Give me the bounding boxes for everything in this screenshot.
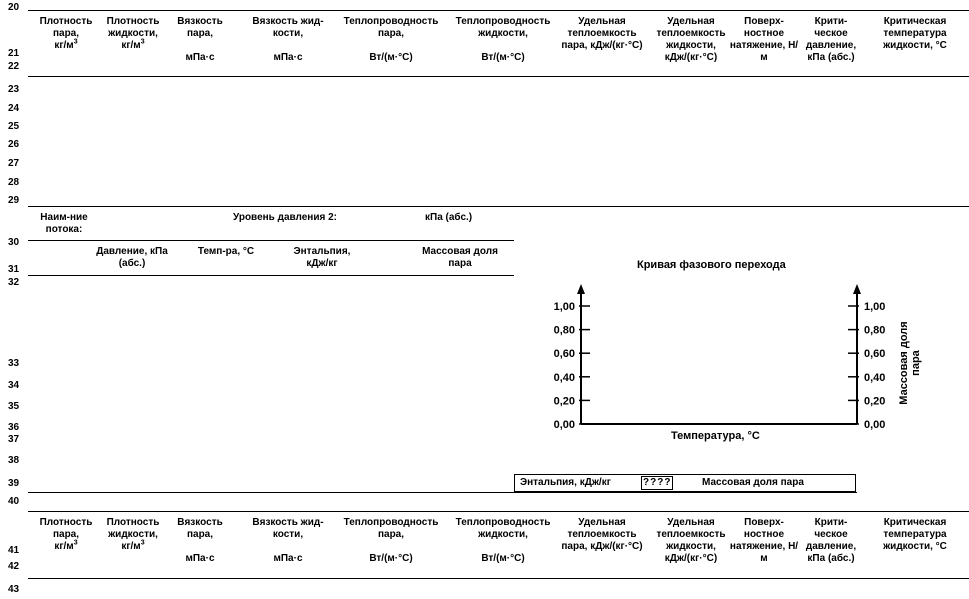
col-liquid-conductivity xyxy=(447,16,559,64)
col-liquid-heat-capacity: Удельная теплоемкость жидкости, кДж/(кг·°С) xyxy=(656,517,726,564)
y-axis-label-right: Массовая доля пара xyxy=(898,321,922,405)
line-number-30: 30 xyxy=(8,237,20,248)
col-enthalpy: Энтальпия, кДж/кг xyxy=(293,246,351,269)
line-number-20: 20 xyxy=(8,2,20,13)
col-label: Вязкость жид- кости, xyxy=(252,517,324,540)
enthalpy-fraction-box xyxy=(514,474,856,492)
y-tick-label-right: 0,20 xyxy=(864,395,886,408)
col-pressure: Давление, кПа (абс.) xyxy=(96,246,168,269)
y-tick-label-right: 0,00 xyxy=(864,419,886,431)
line-number-26: 26 xyxy=(8,139,20,150)
col-unit: $кг/м^3$ xyxy=(121,539,145,552)
col-liquid-density xyxy=(102,16,164,52)
col-label: Плотность пара, xyxy=(39,517,93,540)
placeholder-glyphs: ???? xyxy=(643,477,672,488)
col-liquid-viscosity xyxy=(243,517,333,565)
col-vapor-conductivity xyxy=(335,16,447,64)
pressure-unit-label: кПа (абс.) xyxy=(425,212,473,223)
line-number-32: 32 xyxy=(8,277,20,288)
rule-row-39 xyxy=(28,492,857,493)
col-vapor-heat-capacity: Удельная теплоемкость пара, кДж/(кг·°С) xyxy=(561,16,643,51)
y-tick-label-left: 1,00 xyxy=(553,301,575,313)
x-axis-label: Температура, °С xyxy=(671,430,760,442)
y-tick-label-right: 0,80 xyxy=(864,324,886,337)
col-unit: мПа·с xyxy=(185,553,215,564)
line-number-21: 21 xyxy=(8,48,20,59)
col-unit: мПа·с xyxy=(273,553,303,564)
col-label: Теплопроводность жидкости, xyxy=(455,16,551,39)
col-unit: мПа·с xyxy=(273,52,303,63)
line-number-42: 42 xyxy=(8,561,20,572)
col-label: Теплопроводность пара, xyxy=(343,517,439,540)
col-label: Вязкость жид- кости, xyxy=(252,16,324,39)
col-vapor-fraction: Массовая доля пара xyxy=(422,246,498,269)
col-label: Плотность жидкости, xyxy=(106,16,160,39)
col-unit: Вт/(м·°С) xyxy=(369,52,413,63)
line-number-28: 28 xyxy=(8,177,20,188)
col-surface-tension: Поверх- ностное натяжение, Н/м xyxy=(729,16,799,63)
arrow-right-icon xyxy=(853,284,861,294)
line-number-27: 27 xyxy=(8,158,20,169)
line-number-37: 37 xyxy=(8,434,20,445)
col-label: Теплопроводность пара, xyxy=(343,16,439,39)
rule-under-header-top xyxy=(28,76,969,77)
col-liquid-heat-capacity: Удельная теплоемкость жидкости, кДж/(кг·°С) xyxy=(656,16,726,63)
col-label: Вязкость пара, xyxy=(177,16,223,39)
line-number-34: 34 xyxy=(8,380,20,391)
col-vapor-viscosity xyxy=(172,16,228,64)
col-vapor-density xyxy=(30,517,102,553)
pressure-level-label: Уровень давления 2: xyxy=(233,212,337,223)
line-number-41: 41 xyxy=(8,545,20,556)
col-label: Плотность жидкости, xyxy=(106,517,160,540)
col-label: Плотность пара, xyxy=(39,16,93,39)
col-liquid-conductivity xyxy=(447,517,559,565)
y-tick-label-right: 0,60 xyxy=(864,348,886,361)
chart-title: Кривая фазового перехода xyxy=(637,259,786,271)
col-unit: Вт/(м·°С) xyxy=(481,52,525,63)
line-number-22: 22 xyxy=(8,61,20,72)
y-tick-label-right: 1,00 xyxy=(864,301,886,313)
rule-row-40 xyxy=(28,511,969,512)
col-unit: Вт/(м·°С) xyxy=(369,553,413,564)
col-vapor-conductivity xyxy=(335,517,447,565)
col-critical-temperature: Критическая температура жидкости, °С xyxy=(883,16,947,51)
line-number-40: 40 xyxy=(8,496,20,507)
y-tick-label-left: 0,80 xyxy=(553,324,575,337)
col-label: Теплопроводность жидкости, xyxy=(455,517,551,540)
col-critical-pressure: Крити- ческое давление, кПа (абс.) xyxy=(805,16,857,63)
line-number-29: 29 xyxy=(8,195,20,206)
col-critical-pressure: Крити- ческое давление, кПа (абс.) xyxy=(805,517,857,564)
line-number-31: 31 xyxy=(8,264,20,275)
line-number-38: 38 xyxy=(8,455,20,466)
col-label: Вязкость пара, xyxy=(177,517,223,540)
col-temperature: Темп-ра, °С xyxy=(197,246,255,257)
col-unit: $кг/м^3$ xyxy=(54,539,78,552)
phase-curve-chart xyxy=(540,276,940,446)
y-tick-label-left: 0,40 xyxy=(553,371,575,384)
line-number-36: 36 xyxy=(8,422,20,433)
rule-row-31 xyxy=(28,275,514,276)
line-number-23: 23 xyxy=(8,84,20,95)
y-tick-label-left: 0,00 xyxy=(553,419,575,431)
line-number-35: 35 xyxy=(8,401,20,412)
col-unit: Вт/(м·°С) xyxy=(481,553,525,564)
col-critical-temperature: Критическая температура жидкости, °С xyxy=(883,517,947,552)
col-liquid-viscosity xyxy=(243,16,333,64)
line-number-33: 33 xyxy=(8,358,20,369)
line-number-39: 39 xyxy=(8,478,20,489)
y-tick-label-right: 0,40 xyxy=(864,371,886,384)
col-unit: $кг/м^3$ xyxy=(54,38,78,51)
rule-top xyxy=(28,10,969,11)
col-unit: $кг/м^3$ xyxy=(121,38,145,51)
arrow-left-icon xyxy=(577,284,585,294)
line-number-43: 43 xyxy=(8,584,20,595)
y-tick-label-left: 0,60 xyxy=(553,348,575,361)
col-liquid-density xyxy=(102,517,164,553)
col-surface-tension: Поверх- ностное натяжение, Н/м xyxy=(729,517,799,564)
enthalpy-label: Энтальпия, кДж/кг xyxy=(520,477,611,488)
rule-under-header-bottom xyxy=(28,578,969,579)
line-number-24: 24 xyxy=(8,103,20,114)
rule-row-30 xyxy=(28,240,514,241)
rule-row-29 xyxy=(28,206,969,207)
col-vapor-density xyxy=(30,16,102,52)
col-vapor-heat-capacity: Удельная теплоемкость пара, кДж/(кг·°С) xyxy=(561,517,643,552)
col-unit: мПа·с xyxy=(185,52,215,63)
line-number-25: 25 xyxy=(8,121,20,132)
stream-name-label: Наим-ние потока: xyxy=(40,212,88,235)
col-vapor-viscosity xyxy=(172,517,228,565)
y-tick-label-left: 0,20 xyxy=(553,395,575,408)
fraction-label: Массовая доля пара xyxy=(702,477,804,488)
